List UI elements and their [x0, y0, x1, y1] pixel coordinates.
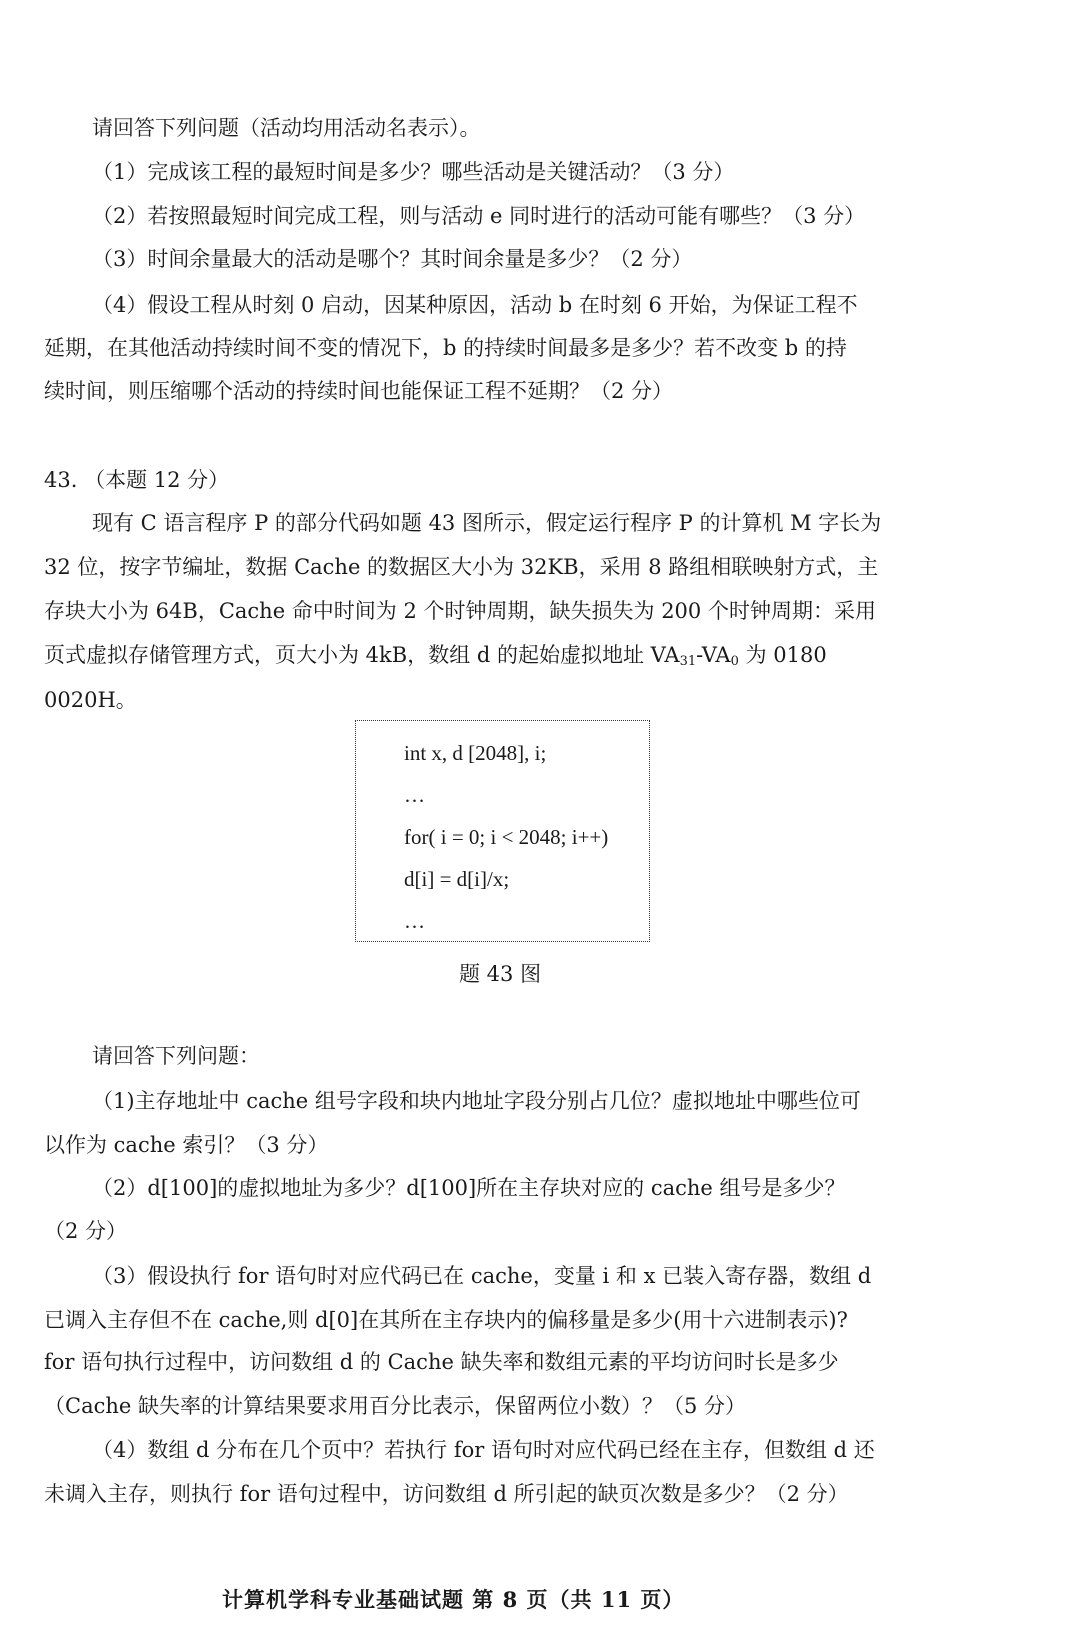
sub-question-3-line-3: for 语句执行过程中，访问数组 d 的 Cache 缺失率和数组元素的平均访问时长是多少 — [44, 1350, 839, 1374]
sub-question-4-line-2: 未调入主存，则执行 for 语句过程中，访问数组 d 所引起的缺页次数是多少？（2 分） — [44, 1482, 849, 1506]
q43-para-line-5: 0020H。 — [44, 688, 137, 712]
question-3: （3）时间余量最大的活动是哪个？其时间余量是多少？（2 分） — [92, 247, 693, 271]
sub-question-3-line-1: （3）假设执行 for 语句时对应代码已在 cache，变量 i 和 x 已装入寄存器，数组 d — [92, 1264, 872, 1288]
question-2: （2）若按照最短时间完成工程，则与活动 e 同时进行的活动可能有哪些？（3 分） — [92, 204, 866, 228]
sub-question-1-line-2: 以作为 cache 索引？（3 分） — [44, 1133, 329, 1157]
va-subscript-0: 0 — [730, 654, 739, 669]
question-4-line-1: （4）假设工程从时刻 0 启动，因某种原因，活动 b 在时刻 6 开始，为保证工程不 — [92, 293, 858, 317]
q43-para-line-4-a: 页式虚拟存储管理方式，页大小为 4kB，数组 d 的起始虚拟地址 VA — [44, 643, 680, 667]
q43-para-line-4 — [44, 645, 827, 668]
q43-para-line-4-b: -VA — [696, 643, 731, 667]
code-line-2: … — [404, 783, 425, 807]
q43-heading: 43. （本题 12 分） — [44, 468, 230, 492]
intro-text: 请回答下列问题（活动均用活动名表示）。 — [92, 116, 481, 140]
sub-question-2-line-2: （2 分） — [44, 1219, 128, 1243]
code-line-3: for( i = 0; i < 2048; i++) — [404, 825, 609, 849]
question-4-line-3: 续时间，则压缩哪个活动的持续时间也能保证工程不延期？（2 分） — [44, 379, 674, 403]
code-figure-box — [355, 720, 650, 942]
sub-question-3-line-2: 已调入主存但不在 cache,则 d[0]在其所在主存块内的偏移量是多少(用十六进制表示)? — [44, 1308, 848, 1332]
question-1: （1）完成该工程的最短时间是多少？哪些活动是关键活动？（3 分） — [92, 160, 735, 184]
ask-text: 请回答下列问题： — [92, 1044, 260, 1068]
sub-question-1-line-1: （1)主存地址中 cache 组号字段和块内地址字段分别占几位？虚拟地址中哪些位可 — [92, 1089, 861, 1113]
q43-para-line-4-c: 为 0180 — [738, 643, 827, 667]
va-subscript-31: 31 — [679, 654, 697, 669]
sub-question-4-line-1: （4）数组 d 分布在几个页中？若执行 for 语句时对应代码已经在主存，但数组 d 还 — [92, 1438, 875, 1462]
sub-question-3-line-4: （Cache 缺失率的计算结果要求用百分比表示，保留两位小数）？（5 分） — [44, 1394, 747, 1418]
question-4-line-2: 延期，在其他活动持续时间不变的情况下，b 的持续时间最多是多少？若不改变 b 的持 — [44, 336, 847, 360]
code-line-4: d[i] = d[i]/x; — [404, 867, 510, 891]
q43-para-line-1: 现有 C 语言程序 P 的部分代码如题 43 图所示，假定运行程序 P 的计算机 M 字长为 — [92, 511, 882, 535]
q43-para-line-3: 存块大小为 64B，Cache 命中时间为 2 个时钟周期，缺失损失为 200 个时钟周期：采用 — [44, 599, 876, 623]
figure-caption: 题 43 图 — [459, 962, 542, 986]
q43-para-line-2: 32 位，按字节编址，数据 Cache 的数据区大小为 32KB，采用 8 路组相联映射方式，主 — [44, 555, 879, 579]
code-line-1: int x, d [2048], i; — [404, 741, 547, 765]
page-footer: 计算机学科专业基础试题 第 8 页（共 11 页） — [222, 1587, 685, 1612]
code-line-5: … — [404, 909, 425, 933]
sub-question-2-line-1: （2）d[100]的虚拟地址为多少？d[100]所在主存块对应的 cache 组号是多少？ — [92, 1176, 846, 1200]
